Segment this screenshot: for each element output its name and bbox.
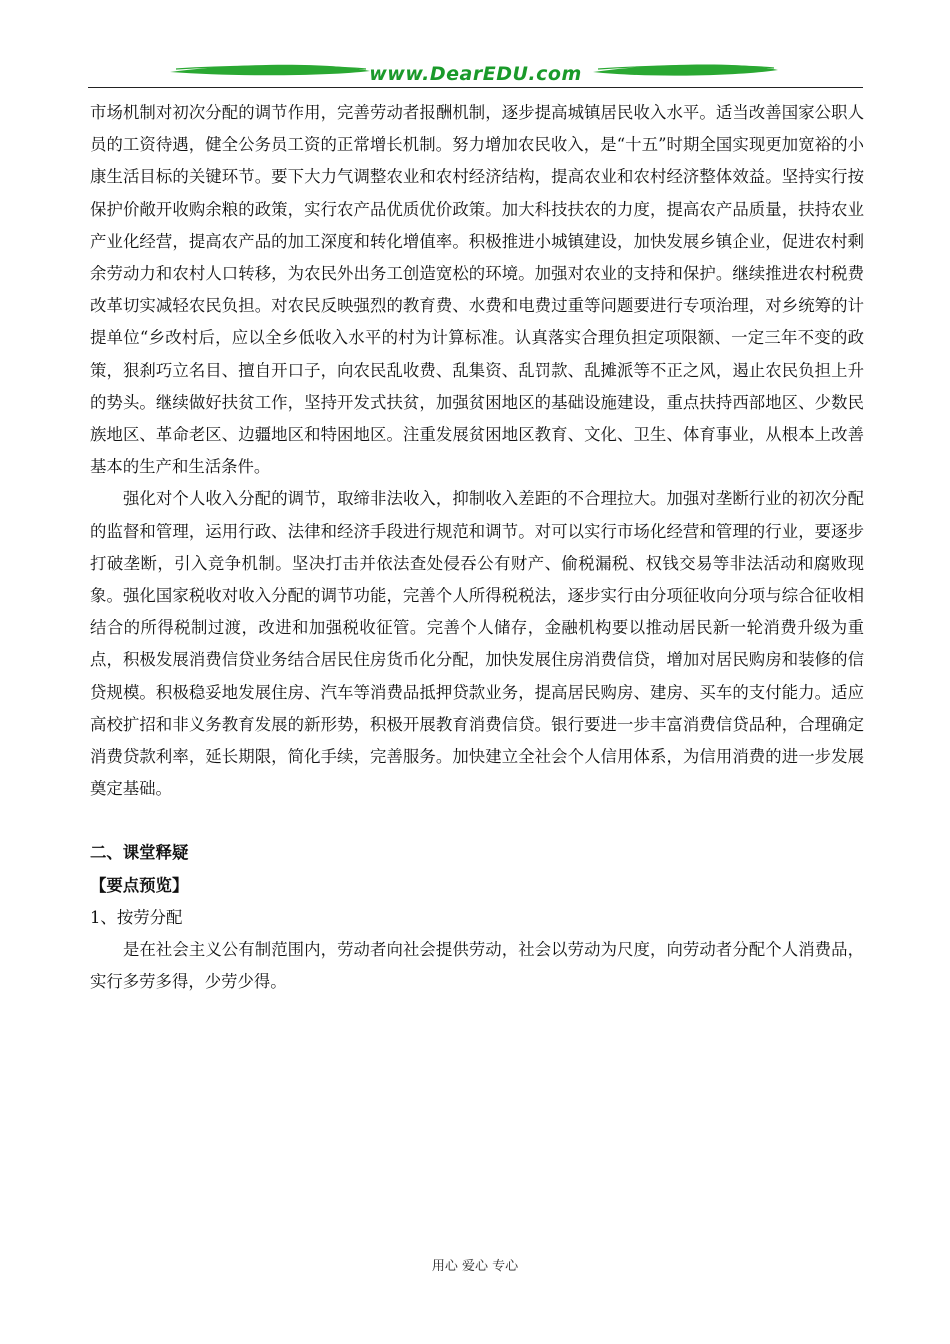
page-footer: 用心 爱心 专心	[431, 1259, 519, 1274]
item-text: 是在社会主义公有制范围内，劳动者向社会提供劳动，社会以劳动为尺度，向劳动者分配个人消费品，实行多劳多得，少劳少得。	[90, 940, 864, 992]
page-header	[88, 56, 863, 92]
document-body	[90, 97, 864, 998]
paragraph-2: 强化对个人收入分配的调节，取缔非法收入，抑制收入差距的不合理拉大。加强对垄断行业的初次分配的监督和管理，运用行政、法律和经济手段进行规范和调节。对可以实行市场化经营和管理的行业，要逐步打破垄断，引入竞争机制。坚决打击并依法查处侵吞公有财产、偷税漏税、权钱交易等非法活动和腐败现象。强化国家税收对收入分配的调节功能，完善个人所得税税法，逐步实行由分项征收向分项与综合征收相结合的所得税制过渡，改进和加强税收征管。完善个人储存，金融机构要以推动居民新一轮消费升级为重点，积极发展消费信贷业务结合居民住房货币化分配，加快发展住房消费信贷，增加对居民购房和装修的信贷规模。积极稳妥地发展住房、汽车等消费品抵押贷款业务，提高居民购房、建房、买车的支付能力。适应高校扩招和非义务教育发展的新形势，积极开展教育消费信贷。银行要进一步丰富消费信贷品种，合理确定消费贷款利率，延长期限，简化手续，完善服务。加快建立全社会个人信用体系，为信用消费的进一步发展奠定基础。	[90, 489, 864, 799]
section-heading: 二、课堂释疑	[90, 843, 189, 863]
header-rule	[88, 87, 863, 88]
site-url: www.DearEDU.com	[369, 63, 582, 85]
section-spacer	[90, 805, 864, 837]
item-title: 1、按劳分配	[90, 907, 183, 927]
paragraph-1: 市场机制对初次分配的调节作用，完善劳动者报酬机制，逐步提高城镇居民收入水平。适当改善国家公职人员的工资待遇，健全公务员工资的正常增长机制。努力增加农民收入，是“十五”时期全国实现更加宽裕的小康生活目标的关键环节。要下大力气调整农业和农村经济结构，提高农业和农村经济整体效益。坚持实行按保护价敞开收购余粮的政策，实行农产品优质优价政策。加大科技扶农的力度，提高农产品质量，扶持农业产业化经营，提高农产品的加工深度和转化增值率。积极推进小城镇建设，加快发展乡镇企业，促进农村剩余劳动力和农村人口转移，为农民外出务工创造宽松的环境。加强对农业的支持和保护。继续推进农村税费改革切实减轻农民负担。对农民反映强烈的教育费、水费和电费过重等问题要进行专项治理，对乡统筹的计提单位“乡改村后，应以全乡低收入水平的村为计算标准。认真落实合理负担定项限额、一定三年不变的政策，狠刹巧立名目、擅自开口子，向农民乱收费、乱集资、乱罚款、乱摊派等不正之风，遏止农民负担上升的势头。继续做好扶贫工作，坚持开发式扶贫，加强贫困地区的基础设施建设，重点扶持西部地区、少数民族地区、革命老区、边疆地区和特困地区。注重发展贫困地区教育、文化、卫生、体育事业，从根本上改善基本的生产和生活条件。	[90, 103, 864, 477]
subsection-heading: 【要点预览】	[90, 875, 189, 895]
